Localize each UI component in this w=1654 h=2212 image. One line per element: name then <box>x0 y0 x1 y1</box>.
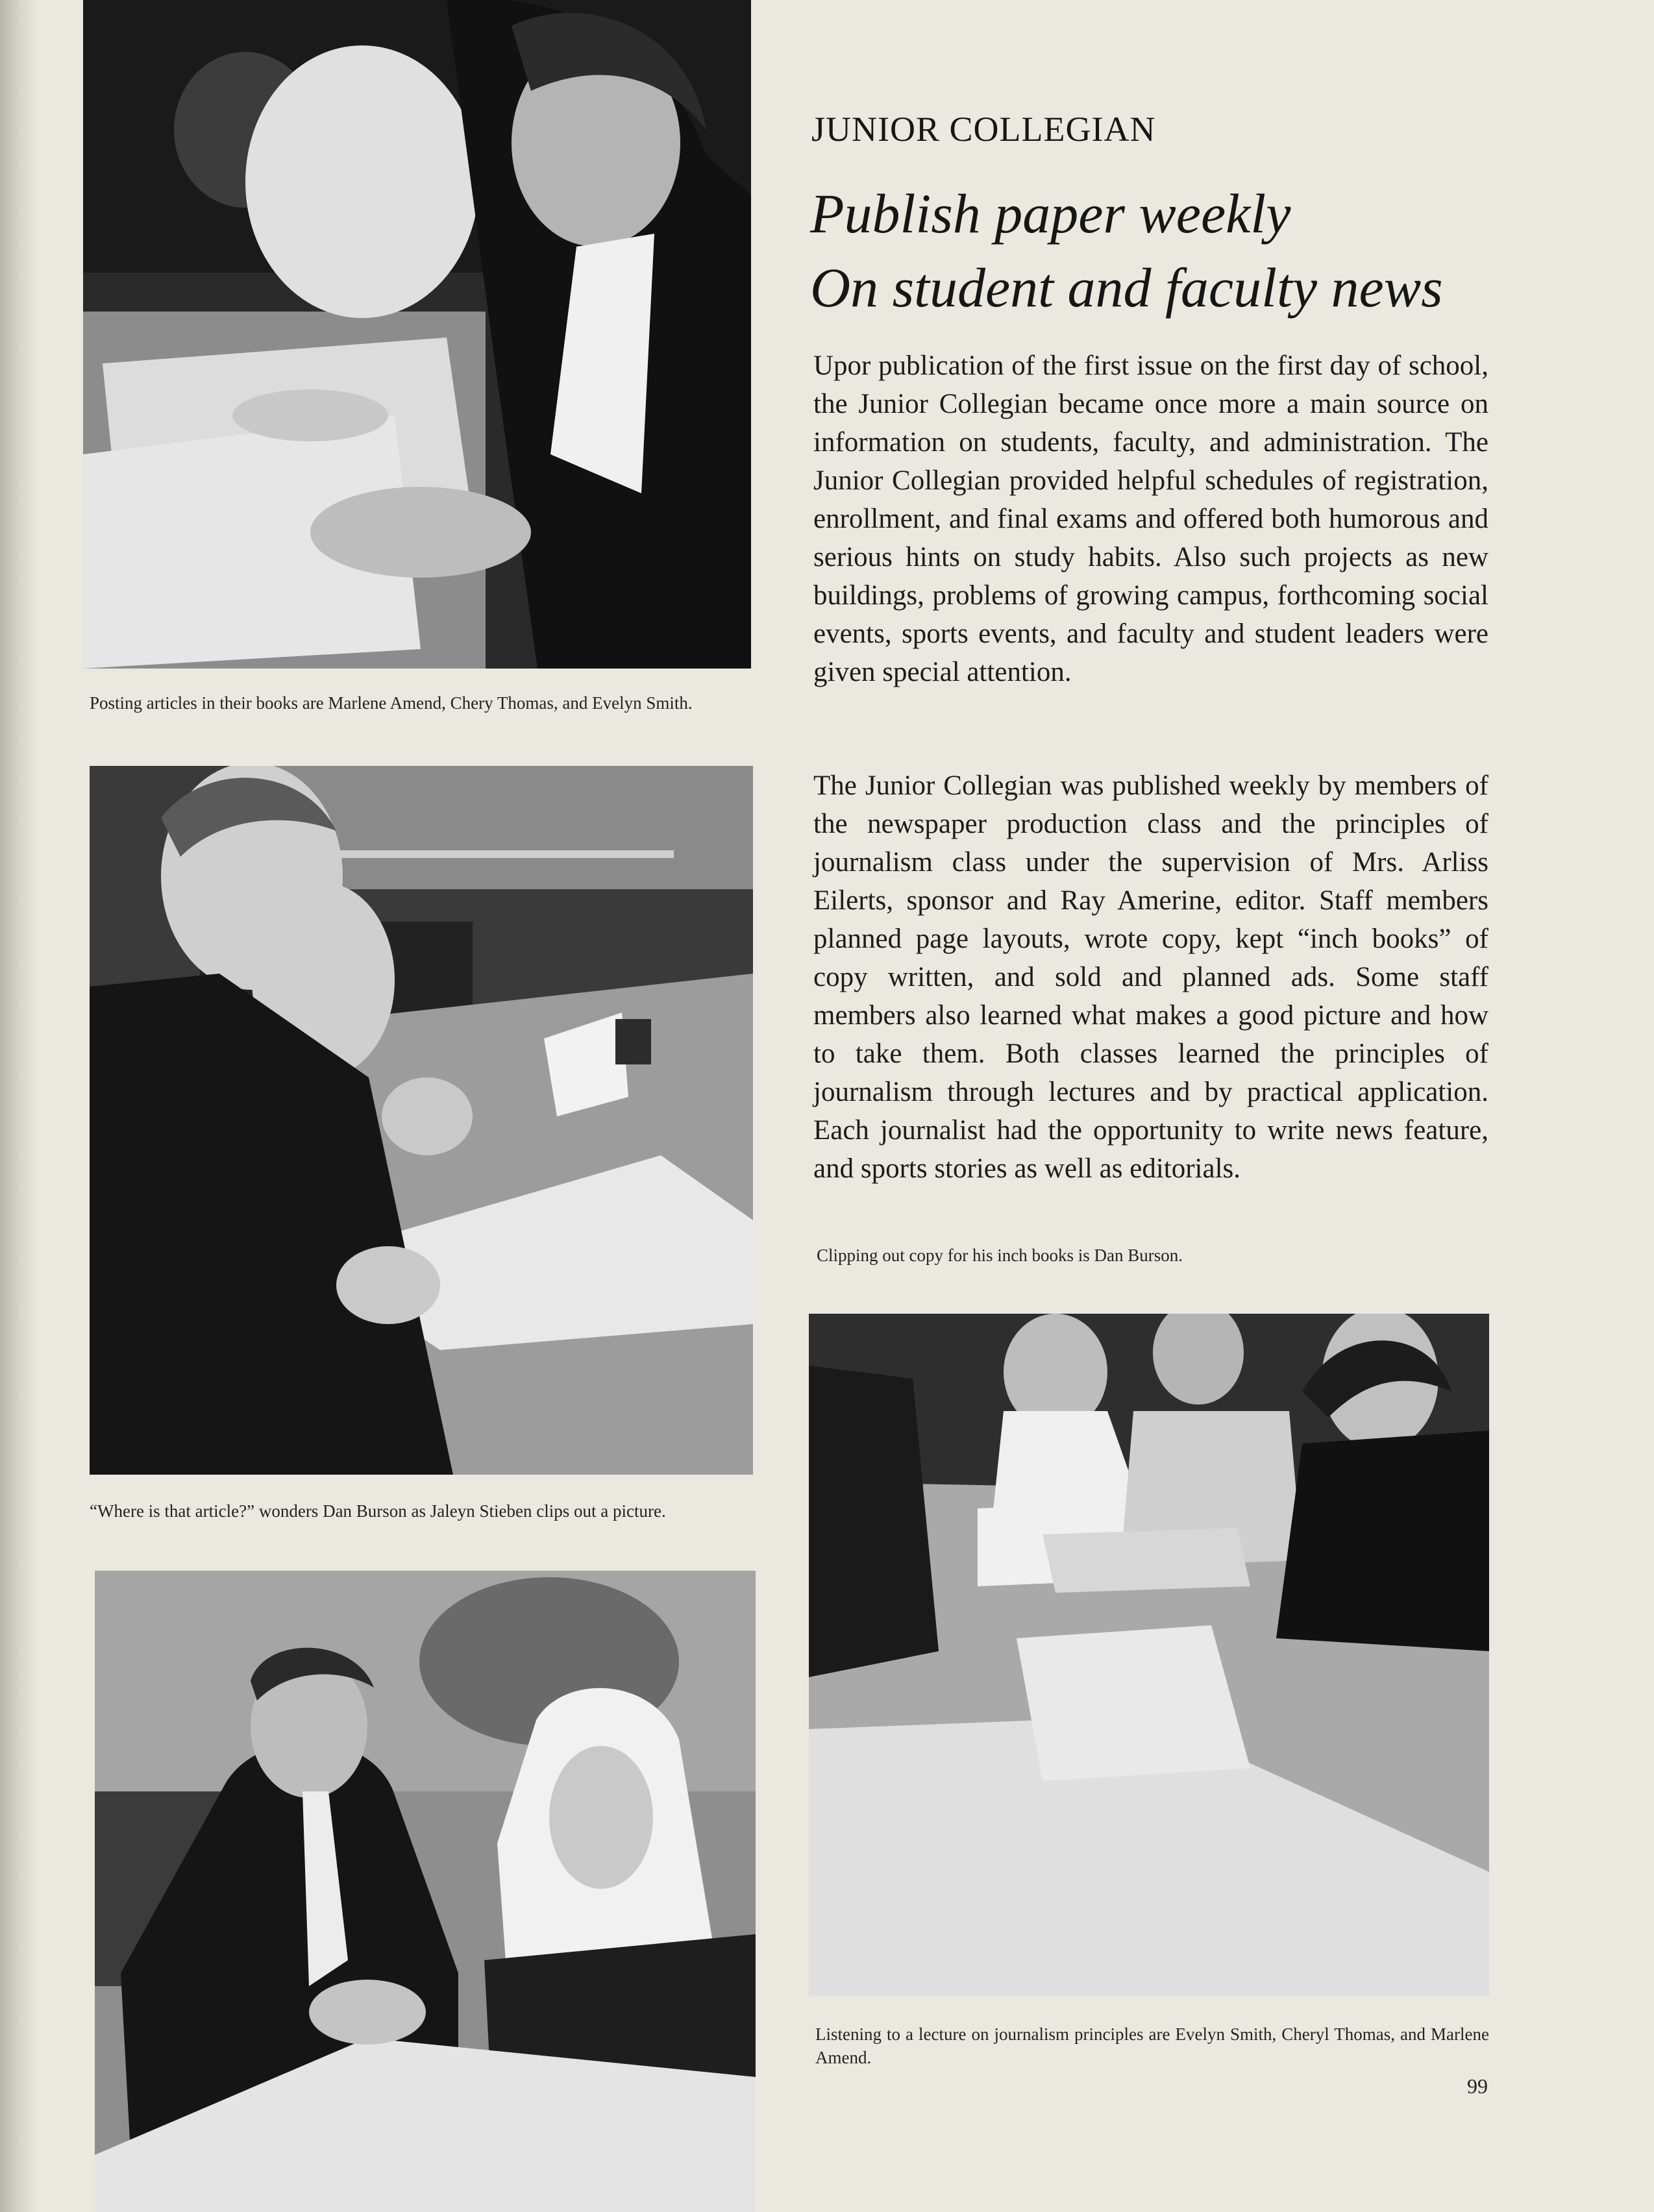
article-kicker: JUNIOR COLLEGIAN <box>811 110 1156 149</box>
caption-photo-where-is-that-article: “Where is that article?” wonders Dan Burson as Jaleyn Stieben clips out a picture. <box>90 1501 666 1521</box>
caption-photo-clipping-copy: Clipping out copy for his inch books is Dan Burson. <box>817 1246 1183 1265</box>
article-headline <box>810 177 1498 325</box>
photo-listening-to-lecture <box>809 1314 1489 1997</box>
photo-posting-articles <box>83 0 751 669</box>
page-number: 99 <box>1467 2074 1488 2098</box>
photo-clipping-copy <box>95 1571 756 2212</box>
binding-shadow <box>0 0 39 2212</box>
caption-photo-posting-articles: Posting articles in their books are Marlene Amend, Chery Thomas, and Evelyn Smith. <box>90 693 693 713</box>
caption-photo-listening-to-lecture: Listening to a lecture on journalism principles are Evelyn Smith, Cheryl Thomas, and Marlene Amend. <box>815 2024 1489 2067</box>
photo-where-is-that-article <box>90 766 753 1475</box>
headline-line-2: On student and faculty news <box>810 256 1443 319</box>
article-paragraph-2: The Junior Collegian was published weekly by members of the newspaper production class and the principles of journalism class under the supervision of Mrs. Arliss Eilerts, sponsor and Ray Amerine, editor. Staff members planned page layouts, wrote copy, kept “inch books” of copy written, and sold and planned ads. Some staff members also learned what makes a good picture and how to take them. Both classes learned the principles of journalism through lectures and by practical application. Each journalist had the opportunity to write news feature, and sports stories as well as editorials. <box>813 770 1488 1184</box>
article-paragraph-1: Upor publication of the first issue on the first day of school, the Junior Collegian became once more a main source on information on students, faculty, and administration. The Junior Collegian provided helpful schedules of registration, enrollment, and final exams and offered both humorous and serious hints on study habits. Also such projects as new buildings, problems of growing campus, forthcoming social events, sports events, and faculty and student leaders were given special attention. <box>813 350 1488 687</box>
headline-line-1: Publish paper weekly <box>810 182 1291 245</box>
